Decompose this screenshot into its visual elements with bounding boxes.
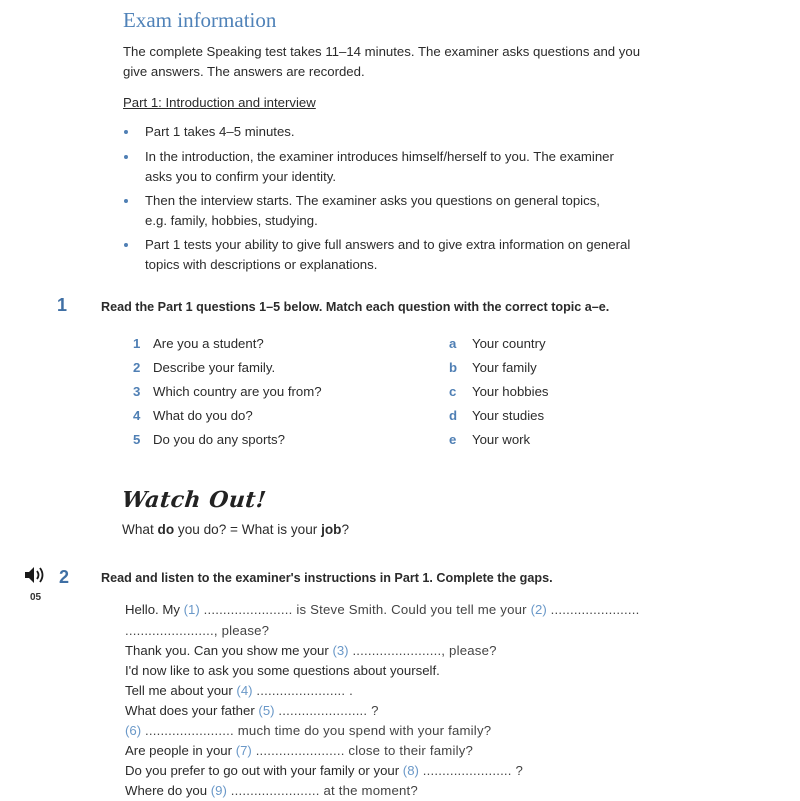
question-text: Which country are you from? — [153, 384, 322, 399]
gap-text: ......................., please? — [348, 643, 497, 658]
gap-text: ....................... at the moment? — [226, 783, 418, 798]
watch-out-part: you do? = What is your — [174, 522, 322, 537]
exercise-2-instruction: Read and listen to the examiner's instructions in Part 1. Complete the gaps. — [101, 571, 553, 585]
gap-text: Thank you. Can you show me your — [125, 643, 333, 658]
question-number: 3 — [133, 384, 141, 399]
question-item — [133, 332, 433, 356]
gap-text: ....................... — [546, 602, 640, 617]
gap-text: ....................... much time do you spend with your family? — [141, 723, 492, 738]
question-number: 1 — [133, 336, 141, 351]
topic-text: Your country — [472, 336, 546, 351]
intro-line-2: give answers. The answers are recorded. — [123, 64, 365, 79]
gap-text: What does your father — [125, 703, 259, 718]
topic-item — [449, 356, 649, 380]
gap-text: Tell me about your — [125, 683, 237, 698]
gap-number: (6) — [125, 723, 142, 738]
gap-text: Do you prefer to go out with your family or your — [125, 763, 403, 778]
question-item — [133, 380, 433, 404]
topic-letter: b — [449, 360, 458, 375]
bullet-item — [123, 122, 723, 142]
topic-item — [449, 380, 649, 404]
gap-text: Where do you — [125, 783, 211, 798]
bullet-text: Then the interview starts. The examiner asks you questions on general topics, — [145, 193, 600, 208]
gap-line — [125, 761, 523, 781]
gap-number: (7) — [235, 743, 252, 758]
intro-line-1: The complete Speaking test takes 11–14 minutes. The examiner asks questions and you — [123, 44, 641, 59]
question-text: Do you do any sports? — [153, 432, 285, 447]
question-item — [133, 356, 433, 380]
bullet-item — [123, 191, 723, 231]
topic-letter: c — [449, 384, 457, 399]
bullet-item — [123, 147, 723, 187]
watch-out-part: What — [122, 522, 158, 537]
topic-letter: d — [449, 408, 458, 423]
gap-number: (5) — [258, 703, 275, 718]
gap-number: (1) — [183, 602, 200, 617]
gap-number: (3) — [332, 643, 349, 658]
speaker-icon[interactable] — [24, 566, 48, 584]
watch-out-bold: do — [157, 522, 175, 537]
question-text: Are you a student? — [153, 336, 264, 351]
bullet-list — [123, 122, 723, 275]
bullet-item — [123, 235, 723, 275]
bullet-text: In the introduction, the examiner introduces himself/herself to you. The examiner — [145, 149, 614, 164]
bullet-text-cont: asks you to confirm your identity. — [145, 169, 337, 184]
gap-number: (8) — [402, 763, 419, 778]
topic-letter: e — [449, 432, 457, 447]
topic-text: Your hobbies — [472, 384, 549, 399]
topic-text: Your family — [472, 360, 537, 375]
topic-text: Your studies — [472, 408, 545, 423]
bullet-text-cont: e.g. family, hobbies, studying. — [145, 213, 318, 228]
bullet-icon — [124, 199, 128, 203]
question-text: Describe your family. — [153, 360, 276, 375]
audio-track-number: 05 — [30, 592, 42, 603]
topic-item — [449, 428, 649, 452]
topic-item — [449, 332, 649, 356]
bullet-icon — [124, 155, 128, 159]
question-item — [133, 404, 433, 428]
watch-out-text — [122, 522, 349, 537]
gap-line — [125, 781, 418, 801]
gap-number: (2) — [530, 602, 547, 617]
topic-list — [449, 332, 649, 452]
gap-text: ......................., please? — [125, 623, 270, 638]
page-title: Exam information — [123, 8, 277, 32]
question-number: 4 — [133, 408, 141, 423]
watch-out-part: ? — [341, 522, 350, 537]
watch-out-heading: Watch Out! — [120, 487, 268, 513]
watch-out-bold: job — [321, 522, 342, 537]
exercise-1-instruction: Read the Part 1 questions 1–5 below. Match each question with the correct topic a–e. — [101, 300, 610, 314]
exercise-2-number: 2 — [59, 567, 70, 587]
topic-item — [449, 404, 649, 428]
gap-text: ....................... is Steve Smith. Could you tell me your — [199, 602, 531, 617]
bullet-text: Part 1 tests your ability to give full answers and to give extra information on general — [145, 237, 631, 252]
gap-line — [125, 721, 491, 741]
question-number: 2 — [133, 360, 141, 375]
gap-line — [125, 741, 473, 761]
gap-text: ....................... ? — [418, 763, 524, 778]
topic-text: Your work — [472, 432, 531, 447]
bullet-text-cont: topics with descriptions or explanations. — [145, 257, 378, 272]
bullet-icon — [124, 130, 128, 134]
gap-line — [125, 621, 269, 641]
question-item — [133, 428, 433, 452]
gap-number: (4) — [236, 683, 253, 698]
exercise-1-number: 1 — [57, 295, 68, 315]
part-heading: Part 1: Introduction and interview — [123, 95, 316, 110]
gap-number: (9) — [210, 783, 227, 798]
gap-text: ....................... . — [252, 683, 354, 698]
bullet-icon — [124, 243, 128, 247]
question-number: 5 — [133, 432, 141, 447]
bullet-text: Part 1 takes 4–5 minutes. — [145, 124, 295, 139]
question-list — [133, 332, 433, 452]
gap-line — [125, 641, 497, 661]
topic-letter: a — [449, 336, 457, 351]
gap-line — [125, 681, 353, 701]
gap-text: ....................... close to their family? — [251, 743, 474, 758]
gap-text: Are people in your — [125, 743, 236, 758]
gap-text: ....................... ? — [274, 703, 379, 718]
gap-line — [125, 701, 379, 721]
gap-line — [125, 661, 440, 681]
question-text: What do you do? — [153, 408, 253, 423]
gap-text: I'd now like to ask you some questions about yourself. — [125, 663, 440, 678]
gap-text: Hello. My — [125, 602, 184, 617]
gap-line — [125, 600, 640, 620]
